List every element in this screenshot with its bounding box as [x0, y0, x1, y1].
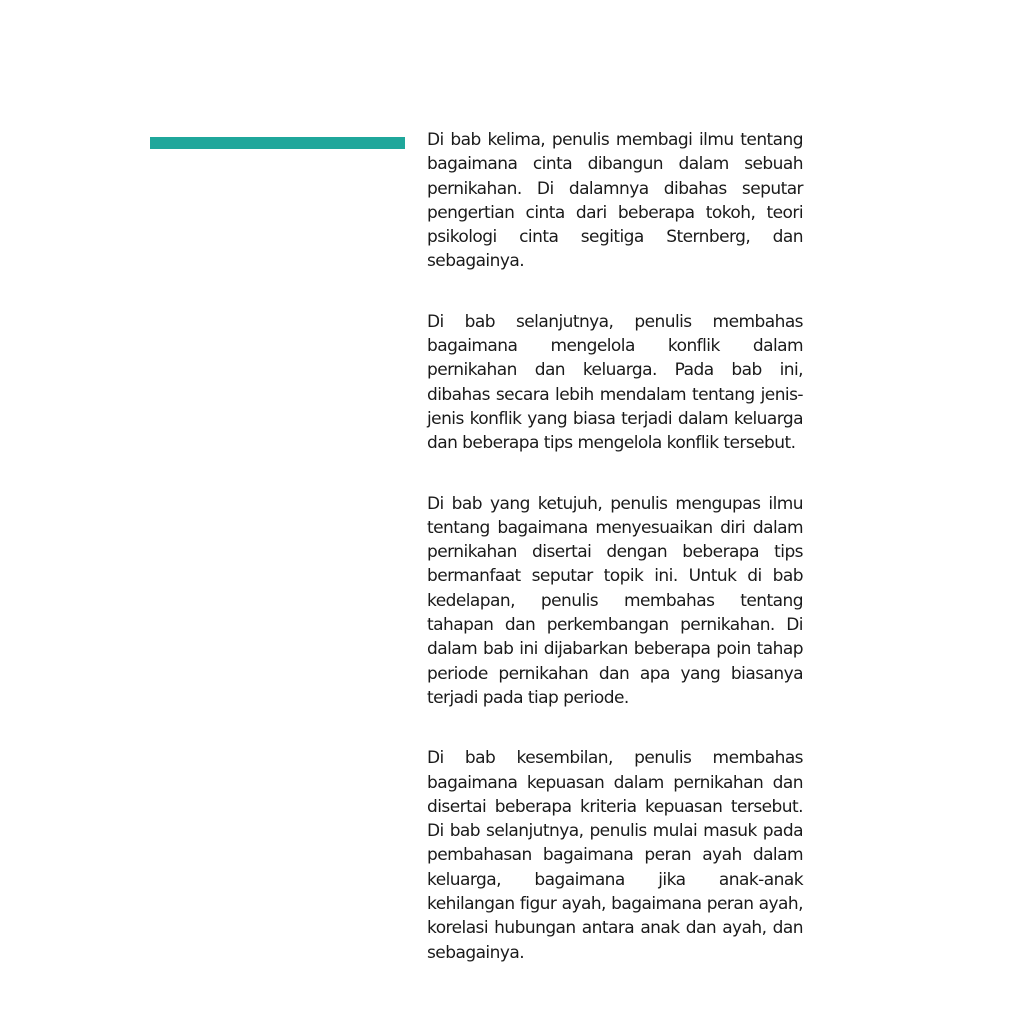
paragraph-bab-kesembilan: Di bab kesembilan, penulis membahas bagaimana kepuasan dalam pernikahan dan disertai beberapa kriteria kepuasan tersebut. Di bab selanjutnya, penulis mulai masuk pada pembahasan bagaimana peran ayah dalam keluarga, bagaimana jika anak-anak kehilangan figur ayah, bagaimana peran ayah, korelasi hubungan antara anak dan ayah, dan sebagainya. — [427, 748, 803, 963]
paragraph-bab-kelima: Di bab kelima, penulis membagi ilmu tentang bagaimana cinta dibangun dalam sebuah pernikahan. Di dalamnya dibahas seputar pengertian cinta dari beberapa tokoh, teori psikologi cinta segitiga Sternberg, dan sebagainya. — [427, 130, 803, 272]
paragraph-bab-konflik: Di bab selanjutnya, penulis membahas bagaimana mengelola konflik dalam pernikahan dan keluarga. Pada bab ini, dibahas secara lebih mendalam tentang jenis-jenis konflik yang biasa terjadi dalam keluarga dan beberapa tips mengelola konflik tersebut. — [427, 311, 803, 454]
body-text-column — [427, 128, 803, 965]
paragraph-bab-ketujuh: Di bab yang ketujuh, penulis mengupas ilmu tentang bagaimana menyesuaikan diri dalam pernikahan disertai dengan beberapa tips bermanfaat seputar topik ini. Untuk di bab kedelapan, penulis membahas tentang tahapan dan perkembangan pernikahan. Di dalam bab ini dijabarkan beberapa poin tahap periode pernikahan dan apa yang biasanya terjadi pada tiap periode. — [427, 493, 803, 708]
accent-bar — [150, 137, 405, 149]
